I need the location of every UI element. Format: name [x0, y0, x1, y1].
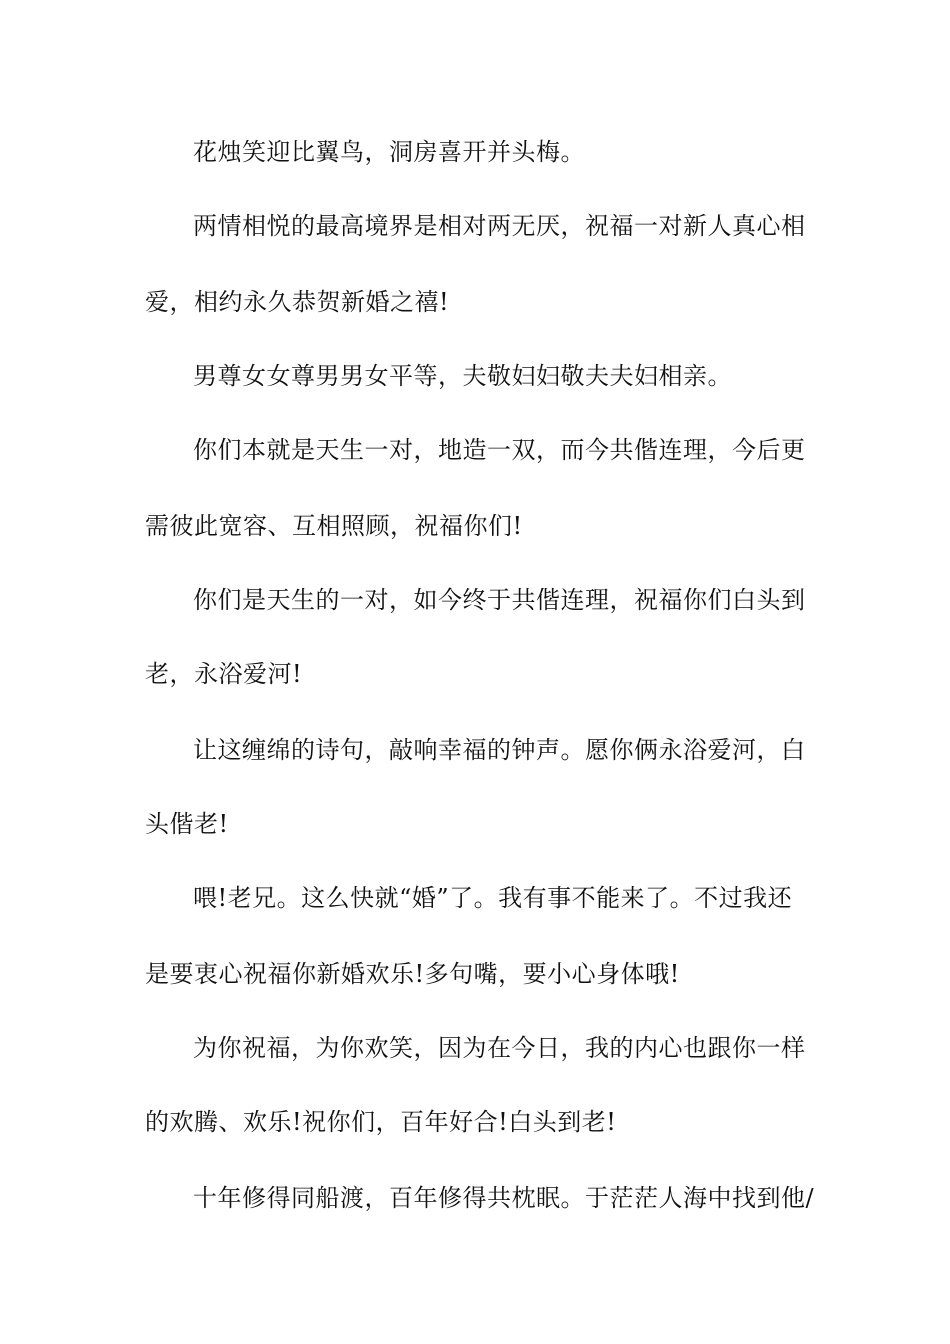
paragraph-7-line-1: 喂!老兄。这么快就“婚”了。我有事不能来了。不过我还: [193, 884, 793, 912]
paragraph-5-line-1: 你们是天生的一对，如今终于共偕连理，祝福你们白头到: [193, 586, 806, 614]
paragraph-8-line-1: 为你祝福，为你欢笑，因为在今日，我的内心也跟你一样: [193, 1034, 806, 1062]
paragraph-5-line-2: 老，永浴爱河!: [145, 660, 303, 688]
paragraph-6-line-1: 让这缠绵的诗句，敲响幸福的钟声。愿你俩永浴爱河，白: [193, 736, 806, 764]
paragraph-8-line-2: 的欢腾、欢乐!祝你们，百年好合!白头到老!: [145, 1108, 617, 1136]
paragraph-6-line-2: 头偕老!: [145, 810, 229, 838]
paragraph-4-line-2: 需彼此宽容、互相照顾，祝福你们!: [145, 512, 523, 540]
paragraph-3-line-1: 男尊女女尊男男女平等，夫敬妇妇敬夫夫妇相亲。: [193, 362, 732, 390]
paragraph-7-line-2: 是要衷心祝福你新婚欢乐!多句嘴，要小心身体哦!: [145, 960, 680, 988]
paragraph-4-line-1: 你们本就是天生一对，地造一双，而今共偕连理，今后更: [193, 436, 806, 464]
paragraph-2-line-2: 爱，相约永久恭贺新婚之禧!: [145, 288, 450, 316]
paragraph-9-line-1: 十年修得同船渡，百年修得共枕眠。于茫茫人海中找到他/: [193, 1184, 815, 1212]
paragraph-2-line-1: 两情相悦的最高境界是相对两无厌，祝福一对新人真心相: [193, 212, 806, 240]
paragraph-1-line-1: 花烛笑迎比翼鸟，洞房喜开并头梅。: [193, 138, 585, 166]
